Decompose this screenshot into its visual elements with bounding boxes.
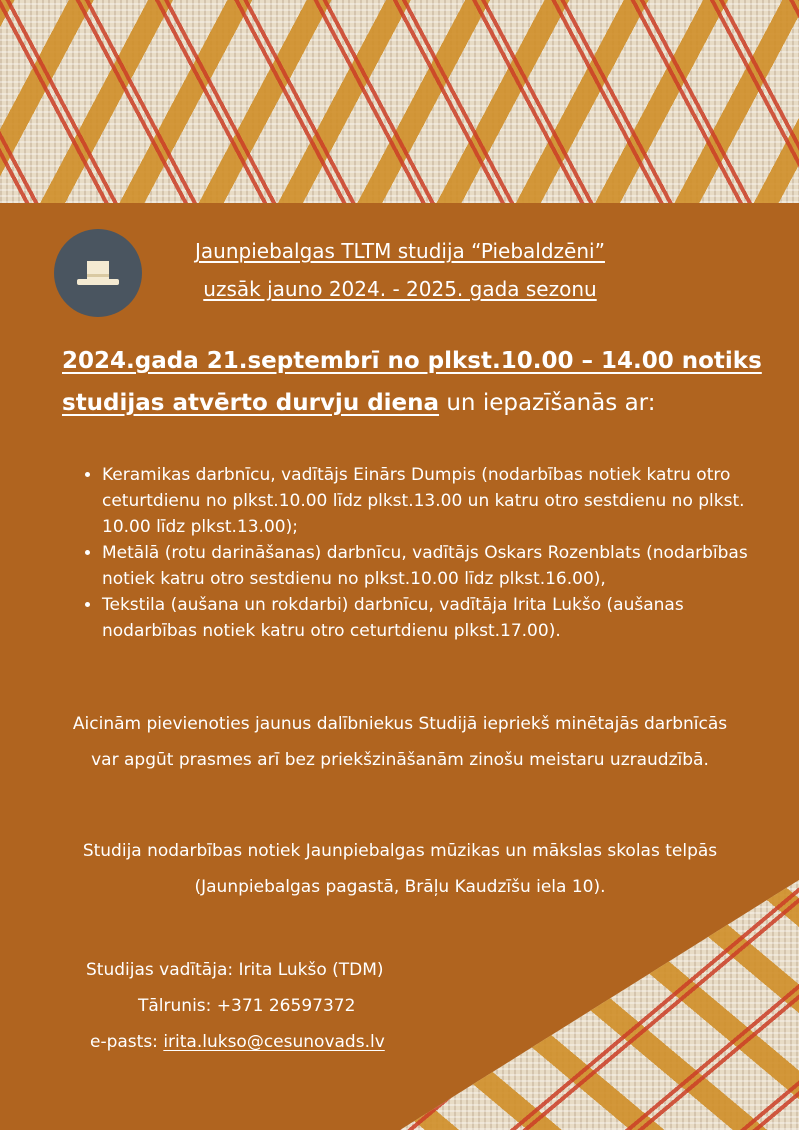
email-link[interactable]: irita.lukso@cesunovads.lv bbox=[163, 1032, 385, 1052]
header bbox=[140, 232, 660, 308]
list-item: • Tekstila (aušana un rokdarbi) darbnīcu, vadītāja Irita Lukšo (aušanas nodarbības notiek katru otro ceturtdienu plkst.17.00). bbox=[102, 592, 762, 644]
headline bbox=[62, 340, 762, 424]
list-item: • Metālā (rotu darināšanas) darbnīcu, vadītājs Oskars Rozenblats (nodarbības notiek katru otro sestdienu no plkst.10.00 līdz plkst.16.00), bbox=[102, 540, 762, 592]
workshop-list bbox=[84, 462, 762, 644]
logo bbox=[54, 229, 142, 317]
invitation-text: Aicinām pievienoties jaunus dalībniekus Studijā iepriekš minētajās darbnīcās var apgūt prasmes arī bez priekšzināšanām zinošu meistaru uzraudzībā. bbox=[72, 714, 728, 770]
headline-emphasis: 2024.gada 21.septembrī no plkst.10.00 – 14.00 notiks studijas atvērto durvju diena bbox=[62, 348, 762, 416]
list-item: • Keramikas darbnīcu, vadītājs Einārs Dumpis (nodarbības notiek katru otro ceturtdienu no plkst.10.00 līdz plkst.13.00 un katru otro sestdienu no plkst. 10.00 līdz plkst.13.00); bbox=[102, 462, 762, 540]
header-title: Jaunpiebalgas TLTM studija “Piebaldzēni” bbox=[195, 239, 605, 263]
location-text: Studija nodarbības notiek Jaunpiebalgas mūzikas un mākslas skolas telpās (Jaunpiebalgas pagastā, Brāļu Kaudzīšu iela 10). bbox=[82, 841, 718, 897]
woven-fabric-photo-corner bbox=[400, 880, 799, 1130]
contact-phone: Tālrunis: +371 26597372 bbox=[138, 996, 356, 1016]
woven-fabric-photo-top bbox=[0, 0, 799, 203]
email-label: e-pasts: bbox=[90, 1032, 164, 1052]
hat-icon bbox=[54, 229, 142, 317]
contact-leader: Studijas vadītāja: Irita Lukšo (TDM) bbox=[86, 960, 384, 980]
contact-email-line bbox=[90, 1024, 385, 1060]
header-subtitle: uzsāk jauno 2024. - 2025. gada sezonu bbox=[203, 277, 597, 301]
headline-rest: un iepazīšanās ar: bbox=[439, 390, 656, 416]
